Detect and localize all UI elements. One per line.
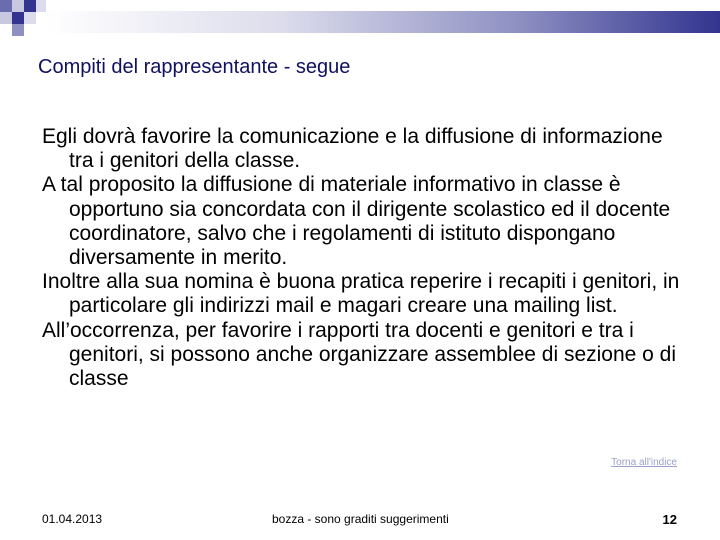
page-number: 12 <box>662 512 677 527</box>
deco-square <box>0 12 12 24</box>
body-paragraph: Egli dovrà favorire la comunicazione e la diffusione di informazione tra i genitori della classe. <box>42 125 663 173</box>
deco-square <box>24 24 36 36</box>
footer-date: 01.04.2013 <box>42 512 103 526</box>
back-to-index-link[interactable]: Torna all'indice <box>611 457 677 468</box>
deco-square <box>24 12 36 24</box>
body-paragraph: A tal proposito la diffusione di materiale informativo in classe è opportuno sia concordata con il dirigente scolastico ed il docente coordinatore, salvo che i regolamenti di istituto dispongano diversamente in merito. <box>42 173 671 270</box>
slide-body <box>42 125 692 391</box>
slide-title: Compiti del rappresentante - segue <box>38 56 351 78</box>
header-gradient-bar <box>46 11 720 33</box>
deco-square <box>12 0 24 12</box>
deco-square <box>12 24 24 36</box>
footer-note: bozza - sono graditi suggerimenti <box>272 512 449 526</box>
deco-square <box>0 0 12 12</box>
deco-square <box>24 0 36 12</box>
body-paragraph: All’occorrenza, per favorire i rapporti tra docenti e genitori e tra i genitori, si possono anche organizzare assemblee di sezione o di classe <box>42 318 677 391</box>
deco-square <box>36 0 46 12</box>
deco-square <box>12 12 24 24</box>
body-paragraph: Inoltre alla sua nomina è buona pratica reperire i recapiti i genitori, in particolare gli indirizzi mail e magari creare una mailing list. <box>42 270 680 318</box>
